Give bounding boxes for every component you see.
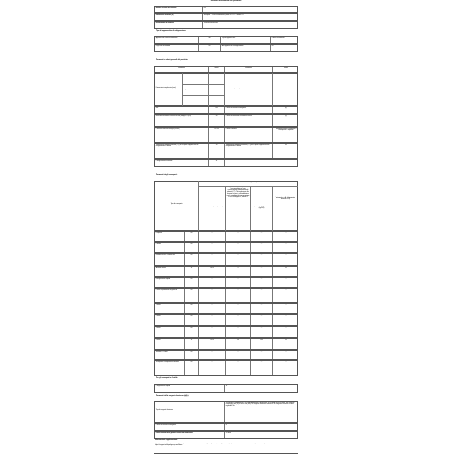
supplier-name-label: Marchio o nome del fornitore — [155, 7, 203, 12]
energy-class-label: Classe di efficienza energetica — [225, 107, 273, 113]
value-header-2: Valore — [283, 67, 289, 69]
parameters-header-row — [154, 66, 298, 73]
supplier-name-value: RO — [203, 7, 207, 9]
additional-info-text: Link al sito web del fornitore in cui sono disponibili le informazioni di cui all'allegato II, punto 4, del regolamento (UE) 2019/2019 della Commissione: https://www.whirlpool.eu ... https://support.whirlpoolgroup.com/Home — [155, 443, 272, 446]
param-header-2: Parametro — [225, 67, 273, 72]
total-volume-label: Volume totale (dm³ o l) — [225, 88, 241, 89]
winter-setting-label: Configurazione invernale — [155, 160, 209, 166]
appliance-design-value: Libera installazione — [271, 37, 285, 39]
light-class-row — [154, 423, 298, 431]
param-header-1: Parametro — [155, 67, 209, 72]
four-star-heading: Per gli scomparti a 4 stelle: — [156, 377, 178, 379]
wine-cabinet-value: no — [199, 45, 221, 51]
ambient-temp-row — [154, 143, 298, 159]
energy-consumption-row — [154, 127, 298, 143]
max-ambient-value: 43 — [285, 144, 287, 146]
light-class-value: G — [225, 424, 227, 426]
additional-info-heading: Informazioni supplementari: — [155, 439, 178, 441]
dim-depth-value: 770 — [215, 100, 218, 101]
noise-value: 39 — [209, 115, 225, 126]
model-identifier-value: 10000000000000009 — [203, 22, 218, 24]
max-ambient-label: Temperatura ambiente massima (°C) per la quale l'apparecchio di refrigerazione è idoneo — [225, 144, 273, 158]
model-identifier-row — [154, 21, 298, 29]
bottom-rule — [154, 453, 298, 454]
appliance-design-label: Tipo di apparecchio: — [221, 37, 271, 43]
eei-row — [154, 106, 298, 114]
warranty-label: Durata minima della garanzia offerta dal fabbricante — [155, 432, 225, 438]
product-information-sheet — [154, 0, 298, 454]
total-volume-value: 384 — [284, 88, 287, 89]
compartment-row: Scomparto a temperatura variabile no — — — — — [154, 360, 298, 376]
defrost-col-header: Tipo di sbrinamento (sbrinamento automatico = A, sbrinamento manuale = M) — [274, 196, 297, 201]
compartment-row: 4 stelle Sì 101.0 -18 5.00 A — [154, 338, 298, 350]
document-title: Scheda informativa del prodotto — [210, 0, 242, 2]
compartment-row: 0 stelle o produzione di ghiaccio no — — — — — [154, 288, 298, 303]
dim-width-value: 595 — [215, 89, 218, 90]
compartment-row: Refrigerazione rapida no — — — — — [154, 277, 298, 288]
climate-class-value: Temperata estesa / temperata / subtropicale / tropicale — [275, 128, 297, 132]
appliance-type-row-1 — [154, 36, 298, 44]
value-header-1: Valore — [209, 67, 225, 72]
eei-label: IEE — [155, 107, 209, 113]
light-source-heading: Parametri della sorgente luminosa (a)(b): — [156, 395, 189, 397]
light-source-type-row — [154, 401, 298, 423]
other-appliance-value: no — [271, 45, 274, 47]
compartment-row: Prodotti freschi / Cantina vini no — — — — — [154, 253, 298, 266]
parameters-heading: Parametri e valori generali del prodotto: — [156, 59, 188, 61]
warranty-value: 24 mesi — [225, 432, 232, 434]
compartment-row: Sezione a 2 stelle no — — — — — [154, 350, 298, 360]
compartment-row: Alimenti freschi Sì 245.0 4 — A — [154, 266, 298, 277]
eei-value: 100 — [209, 107, 225, 113]
energy-consumption-value: 297.00 — [209, 128, 225, 142]
min-ambient-value: 10 — [209, 144, 225, 158]
compartment-group-header: Parametri e valori degli scomparti — [236, 182, 260, 183]
noise-class-label: Classe di emissione di rumore acustico — [225, 115, 273, 126]
fast-freeze-label: Congelamento rapido — [155, 385, 225, 392]
noise-label: Emissioni di rumore acustico via aria (dB(A) re 1 pW) — [155, 115, 209, 126]
light-source-type-value: Tecnologia di illuminazione: LED Non direzionale o direzionale: ND A bulbo o non a bulbo: NB Sorgente luminosa a rete (M) o non a rete (NM): M Sorgente luminosa connessa: No Sorgente luminosa a colori regolabili: No — [225, 402, 295, 407]
energy-class-value: (F) — [285, 107, 287, 109]
light-source-type-label: Tipo di sorgente luminosa — [155, 402, 225, 422]
compartment-type-header: Tipo di scomparto — [155, 182, 199, 230]
model-identifier-label: Identificativo del modello — [155, 22, 203, 28]
dim-depth-label: Profondità — [183, 100, 190, 101]
volume-col-header: Volume dello scomparto (dm³ o l) — [200, 206, 223, 207]
winter-setting-value: Sì — [209, 160, 225, 166]
compartments-heading: Parametri degli scomparti: — [156, 174, 178, 176]
compartment-row: Dispensa no — — — — — [154, 231, 298, 242]
dimensions-label: Dimensioni complessive (mm) — [155, 74, 183, 105]
light-class-label: Classe di efficienza energetica — [155, 424, 225, 430]
compartment-row: Cantina no — — — — — [154, 242, 298, 253]
appliance-type-heading: Tipo di apparecchio di refrigerazione: — [156, 30, 187, 32]
supplier-address-value: Whirlpool ... 30 di Pietramurata (Sedile 28 173 ... Italiano 73 — [203, 14, 244, 16]
freezing-col-header: Capacità di congelamento (kg/24h) — [252, 206, 271, 209]
noise-row — [154, 114, 298, 127]
supplier-name-row — [154, 6, 298, 13]
min-ambient-label: Temperatura ambiente minima (°C) per la quale l'apparecchio di refrigerazione è idoneo — [155, 144, 209, 158]
other-appliance-label: Altri apparecchi di refrigerazione: — [221, 45, 271, 51]
supplier-address-label: Indirizzo del fornitore (b) — [155, 14, 203, 20]
climate-class-label: Classe climatica: — [225, 128, 273, 142]
temperature-col-header: Regolazione della temperatura raccomandata per una conservazione ottimizzata degli alimenti (°C). Tali regolazioni non devono essere in contraddizione con le condizioni di conservazione di cui all'allegato IV, tabella 3 — [226, 187, 250, 199]
noise-class-value: (C) — [284, 115, 288, 117]
dim-height-label: Altezza — [183, 79, 188, 80]
low-noise-value: No — [199, 37, 221, 43]
low-noise-label: Apparecchio a bassa rumorosità — [155, 37, 199, 43]
dim-width-label: Larghezza — [183, 89, 191, 90]
fast-freeze-value: Sì — [225, 385, 228, 387]
compartment-row: 2 stelle no — — — — — [154, 314, 298, 326]
compartment-row: 1 stella no — — — — — [154, 303, 298, 314]
compartment-row: 3 stelle no — — — — — [154, 326, 298, 338]
winter-setting-row — [154, 159, 298, 167]
wine-cabinet-label: Frigo/Vini ad armadio — [155, 45, 199, 51]
appliance-type-row-2 — [154, 44, 298, 52]
dim-height-value: 1850 — [214, 79, 219, 80]
fast-freeze-row — [154, 384, 298, 393]
warranty-row — [154, 431, 298, 439]
energy-consumption-label: Consumo annuo di energia (kWh/a) — [155, 128, 209, 142]
supplier-address-row — [154, 13, 298, 21]
